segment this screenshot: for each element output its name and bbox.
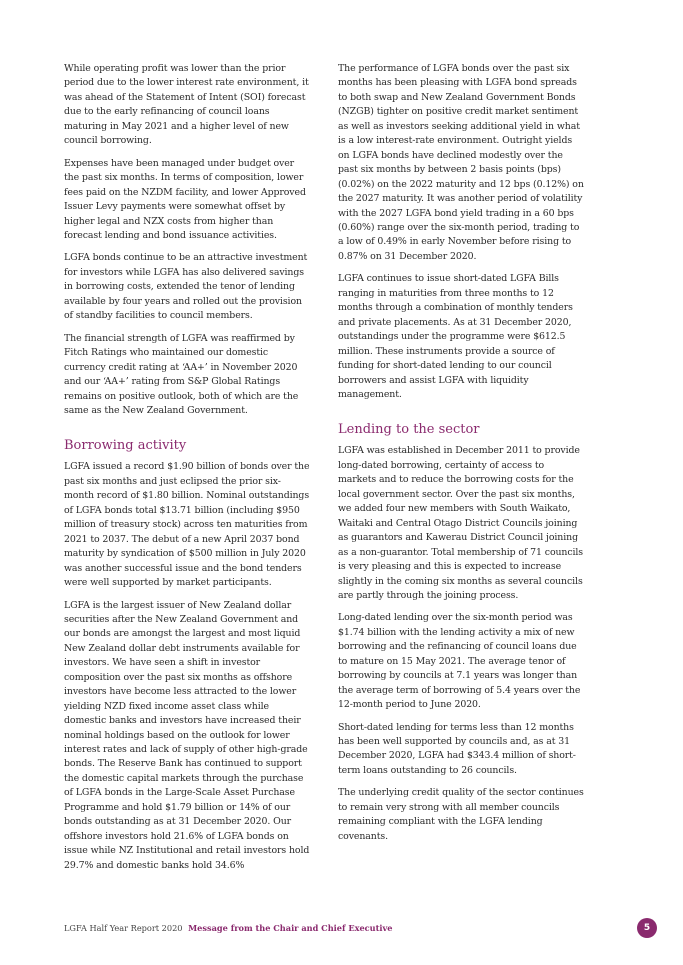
paragraph-expenses: Expenses have been managed under budget over the past six months. In terms of composition, lower fees paid on the NZDM facility, and lower Approved Issuer Levy payments were somewhat offset by higher legal and NZX costs from higher than forecast lending and bond issuance activities. bbox=[64, 157, 306, 241]
heading-borrowing-activity: Borrowing activity bbox=[64, 438, 187, 454]
left-column bbox=[64, 62, 310, 881]
paragraph-long-dated-lending: Long-dated lending over the six-month period was $1.74 billion with the lending activity a mix of new borrowing and the refinancing of council loans due to mature on 15 May 2021. The average tenor of borrowing by councils at 7.1 years was longer than the average term of borrowing of 5.4 years over the 12-month period to June 2020. bbox=[338, 612, 581, 711]
page-footer bbox=[64, 922, 624, 934]
paragraph-lgfa-bills: LGFA continues to issue short-dated LGFA Bills ranging in maturities from three months to 12 months through a combination of monthly tenders and private placements. As at 31 December 2020, outstandings under the programme were $612.5 million. These instruments provide a source of funding for short-dated lending to our council borrowers and assist LGFA with liquidity management. bbox=[338, 273, 573, 400]
paragraph-credit-quality: The underlying credit quality of the sector continues to remain very strong with all member councils remaining compliant with the LGFA lending covenants. bbox=[338, 787, 584, 842]
right-column bbox=[338, 62, 584, 852]
footer-section-title: Message from the Chair and Chief Executive bbox=[188, 923, 393, 933]
paragraph-attractive-investment: LGFA bonds continue to be an attractive investment for investors while LGFA has also delivered savings in borrowing costs, extended the tenor of lending available by four years and rolled out the provision of standby facilities to council members. bbox=[64, 252, 308, 322]
paragraph-short-dated-lending: Short-dated lending for terms less than 12 months has been well supported by councils and, as at 31 December 2020, LGFA had $343.4 million of short-term loans outstanding to 26 councils. bbox=[338, 721, 576, 776]
paragraph-largest-issuer: LGFA is the largest issuer of New Zealand dollar securities after the New Zealand Government and our bonds are amongst the largest and most liquid New Zealand dollar debt instruments available for investors. We have seen a shift in investor composition over the past six months as offshore investors have become less attracted to the lower yielding NZD fixed income asset class while domestic banks and investors have increased their nominal holdings based on the outlook for lower interest rates and lack of supply of other high-grade bonds. The Reserve Bank has continued to support the domestic capital markets through the purchase of LGFA bonds in the Large-Scale Asset Purchase Programme and hold $1.79 billion or 14% of our bonds outstanding as at 31 December 2020. Our offshore investors hold 21.6% of LGFA bonds on issue while NZ Institutional and retail investors hold 29.7% and domestic banks hold 34.6% bbox=[64, 599, 310, 871]
heading-lending-to-sector: Lending to the sector bbox=[338, 422, 480, 438]
paragraph-operating-profit: While operating profit was lower than the prior period due to the lower interest rate environment, it was ahead of the Statement of Intent (SOI) forecast due to the early refinancing of council loans maturing in May 2021 and a higher level of new council borrowing. bbox=[64, 63, 309, 147]
footer-report-title: LGFA Half Year Report 2020 bbox=[64, 923, 183, 933]
paragraph-lgfa-established: LGFA was established in December 2011 to provide long-dated borrowing, certainty of access to markets and to reduce the borrowing costs for the local government sector. Over the past six months, we added four new members with South Waikato, Waitaki and Central Otago District Councils joining as guarantors and Kawerau District Council joining as a non-guarantor. Total membership of 71 councils is very pleasing and this is expected to increase slightly in the coming six months as several councils are partly through the joining process. bbox=[338, 445, 584, 601]
paragraph-bond-performance: The performance of LGFA bonds over the past six months has been pleasing with LGFA bond spreads to both swap and New Zealand Government Bonds (NZGB) tighter on positive credit market sentiment as well as investors seeking additional yield in what is a low interest-rate environment. Outright yields on LGFA bonds have declined modestly over the past six months by between 2 basis points (bps) (0.02%) on the 2022 maturity and 12 bps (0.12%) on the 2027 maturity. It was another period of volatility with the 2027 LGFA bond yield trading in a 60 bps (0.60%) range over the six-month period, trading to a low of 0.49% in early November before rising to 0.87% on 31 December 2020. bbox=[338, 63, 584, 262]
paragraph-financial-strength: The financial strength of LGFA was reaffirmed by Fitch Ratings who maintained our domestic currency credit rating at ‘AA+’ in November 2020 and our ‘AA+’ rating from S&P Global Ratings remains on positive outlook, both of which are the same as the New Zealand Government. bbox=[64, 332, 299, 416]
paragraph-bond-issuance: LGFA issued a record $1.90 billion of bonds over the past six months and just eclipsed the prior six-month record of $1.80 billion. Nominal outstandings of LGFA bonds total $13.71 billion (including $950 million of treasury stock) across ten maturities from 2021 to 2037. The debut of a new April 2037 bond maturity by syndication of $500 million in July 2020 was another successful issue and the bond tenders were well supported by market participants. bbox=[64, 461, 310, 589]
page-number-badge: 5 bbox=[637, 918, 657, 938]
